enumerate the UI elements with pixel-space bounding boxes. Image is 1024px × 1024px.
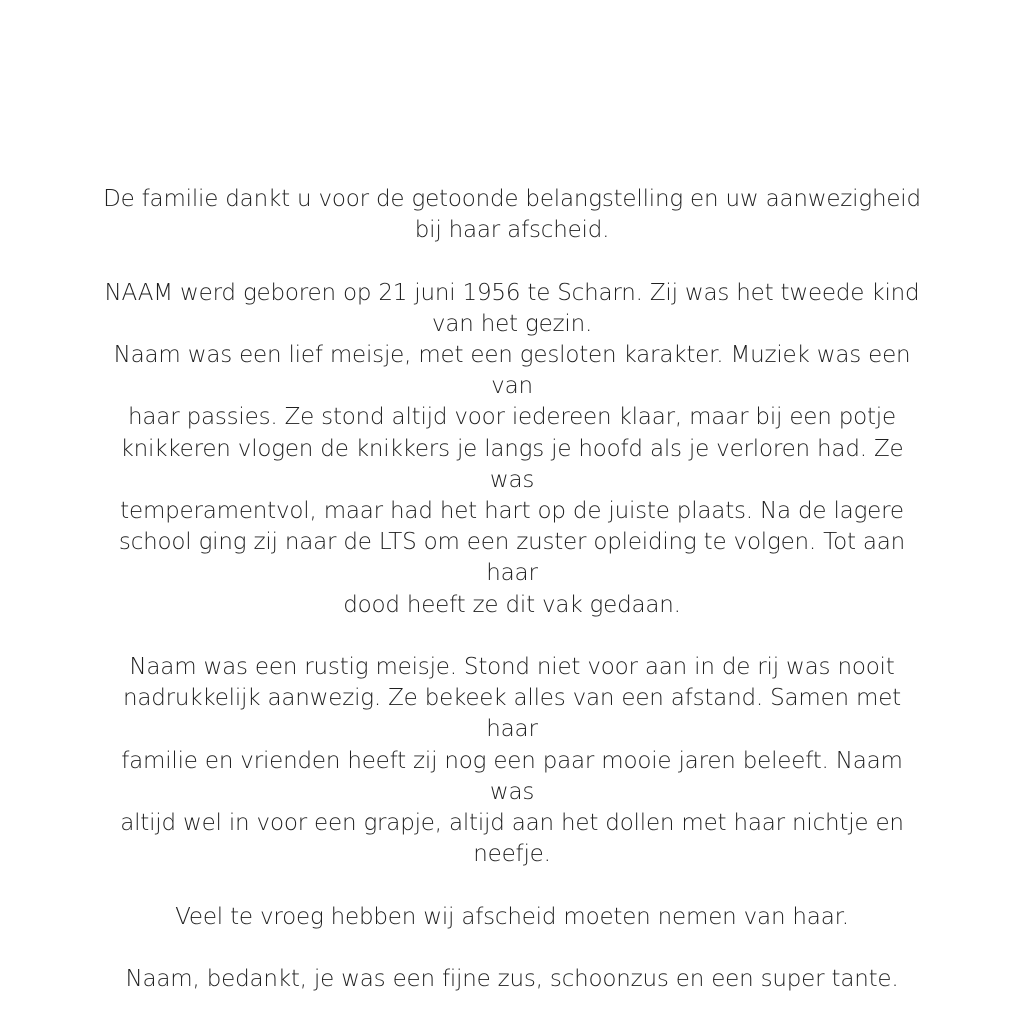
paragraph-farewell (100, 902, 924, 933)
text-line: Naam was een rustig meisje. Stond niet voor aan in de rij was nooit (129, 654, 895, 681)
text-line: school ging zij naar de LTS om een zuster opleiding te volgen. Tot aan haar (118, 529, 906, 587)
text-line: Veel te vroeg hebben wij afscheid moeten nemen van haar. (175, 903, 849, 930)
text-line: bij haar afscheid. (414, 217, 610, 244)
paragraph-gap (100, 870, 924, 901)
paragraph-thanks (100, 184, 924, 246)
text-line: haar passies. Ze stond altijd voor iedereen klaar, maar bij een potje (128, 404, 896, 431)
text-line: neefje. (473, 841, 551, 868)
text-line: nadrukkelijk aanwezig. Ze bekeek alles van een afstand. Samen met haar (123, 685, 901, 743)
memorial-text (100, 184, 924, 995)
text-line: Naam was een lief meisje, met een gesloten karakter. Muziek was een van (113, 342, 911, 400)
text-line: dood heeft ze dit vak gedaan. (343, 591, 681, 618)
paragraph-biography (100, 278, 924, 621)
paragraph-gap (100, 933, 924, 964)
paragraph-character (100, 652, 924, 870)
text-line: knikkeren vlogen de knikkers je langs je hoofd als je verloren had. Ze was (120, 435, 904, 493)
text-line: Naam, bedankt, je was een fijne zus, schoonzus en een super tante. (125, 966, 899, 993)
paragraph-closing (100, 964, 924, 995)
text-line: De familie dankt u voor de getoonde belangstelling en uw aanwezigheid (103, 186, 921, 212)
text-line: NAAM werd geboren op 21 juni 1956 te Scharn. Zij was het tweede kind (104, 279, 920, 306)
text-line: van het gezin. (431, 310, 593, 337)
text-line: altijd wel in voor een grapje, altijd aan het dollen met haar nichtje en (120, 810, 904, 837)
paragraph-gap (100, 246, 924, 277)
text-line: familie en vrienden heeft zij nog een paar mooie jaren beleeft. Naam was (121, 747, 903, 805)
paragraph-gap (100, 621, 924, 652)
text-line: temperamentvol, maar had het hart op de juiste plaats. Na de lagere (120, 498, 904, 525)
